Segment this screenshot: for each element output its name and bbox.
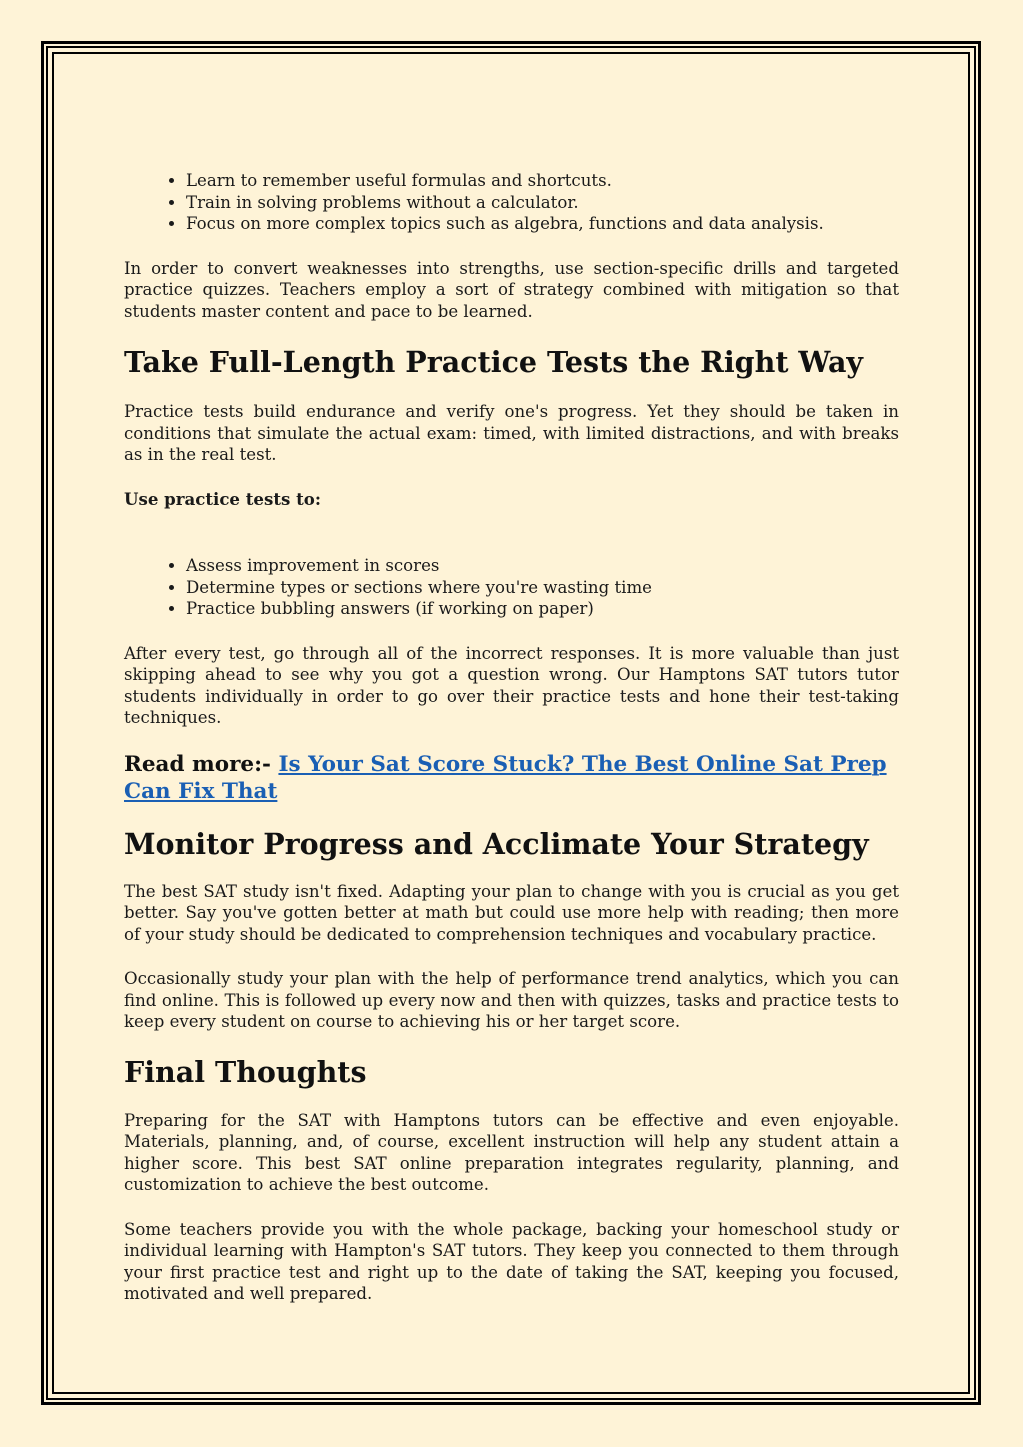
list-item: • Learn to remember useful formulas and shortcuts.: [186, 170, 899, 192]
list-item: • Train in solving problems without a calculator.: [186, 192, 899, 214]
practice-tests-list: [124, 555, 899, 620]
read-more: [124, 751, 899, 805]
heading-monitor-progress: Monitor Progress and Acclimate Your Strategy: [124, 826, 869, 861]
paragraph-final-2: Some teachers provide you with the whole package, backing your homeschool study or individual learning with Hampton's SAT tutors. They keep you connected to them through your first practice test and right up to the date of taking the SAT, keeping you focused, motivated and well prepared.: [124, 1219, 899, 1303]
practice-tests-label: Use practice tests to:: [124, 488, 321, 509]
read-more-prefix: Read more:-: [124, 751, 279, 777]
paragraph-review: After every test, go through all of the incorrect responses. It is more valuable than just skipping ahead to see why you got a question wrong. Our Hamptons SAT tutors tutor students individually in order to go over their practice tests and hone their test-taking techniques.: [124, 643, 899, 727]
tips-list: [124, 170, 899, 235]
list-item: • Focus on more complex topics such as algebra, functions and data analysis.: [186, 213, 899, 235]
list-item: • Determine types or sections where you're wasting time: [186, 577, 899, 599]
heading-practice-tests: Take Full-Length Practice Tests the Right Way: [124, 345, 863, 379]
list-item: • Assess improvement in scores: [186, 555, 899, 577]
read-more-link[interactable]: Is Your Sat Score Stuck? The Best Online Sat Prep Can Fix That: [124, 751, 887, 804]
list-item: • Practice bubbling answers (if working on paper): [186, 598, 899, 620]
article-body: [124, 170, 899, 1305]
paragraph-final-1: Preparing for the SAT with Hamptons tutors can be effective and even enjoyable. Materials, planning, and, of course, excellent instruction will help any student attain a higher score. This best SAT online preparation integrates regularity, planning, and customization to achieve the best outcome.: [124, 1110, 899, 1194]
paragraph-analytics: Occasionally study your plan with the help of performance trend analytics, which you can find online. This is followed up every now and then with quizzes, tasks and practice tests to keep every student on course to achieving his or her target score.: [124, 969, 899, 1031]
paragraph-adapt-plan: The best SAT study isn't fixed. Adapting your plan to change with you is crucial as you get better. Say you've gotten better at math but could use more help with reading; then more of your study should be dedicated to comprehension techniques and vocabulary practice.: [124, 881, 899, 944]
paragraph-practice-tests: Practice tests build endurance and verify one's progress. Yet they should be taken in conditions that simulate the actual exam: timed, with limited distractions, and with breaks as in the real test.: [124, 402, 899, 464]
paragraph-drills: In order to convert weaknesses into strengths, use section-specific drills and targeted practice quizzes. Teachers employ a sort of strategy combined with mitigation so that students master content and pace to be learned.: [124, 258, 899, 321]
heading-final-thoughts: Final Thoughts: [124, 1054, 367, 1089]
